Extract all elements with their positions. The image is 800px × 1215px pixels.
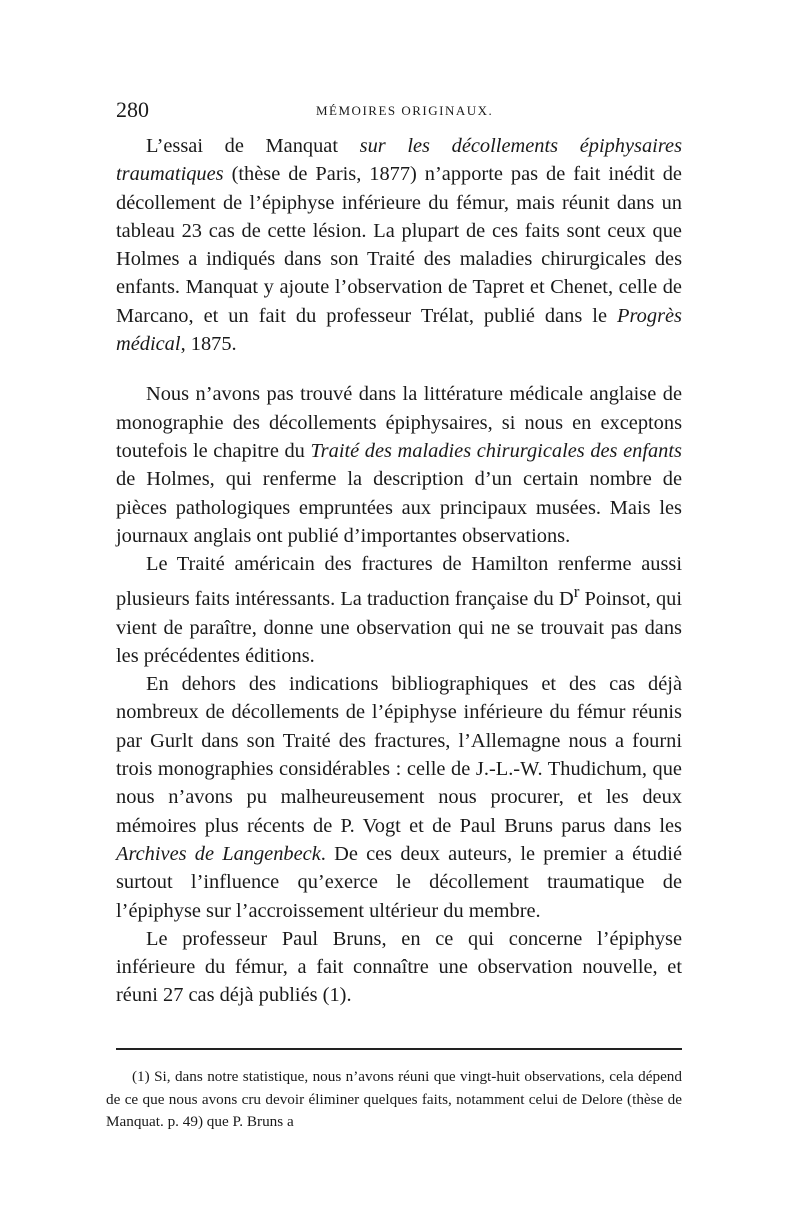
paragraph-text: (thèse de Paris, 1877) n’apporte pas de fait inédit de décollement de l’épiphyse inférieure du fémur, mais réunit dans un tableau 23 cas de cette lésion. La plupart de ces faits sont ceux que Holmes a indiqués dans son Traité des maladies chirurgicales des enfants. Manquat y ajoute l’observation de Tapret et Chenet, celle de Marcano, et un fait du professeur Trélat, publié dans le	[116, 163, 682, 327]
paragraph-text: Le Traité américain des fractures de Hamilton renferme aussi plusieurs faits intéressants. La traduction française du D	[116, 553, 682, 611]
paragraph-5	[116, 925, 682, 1010]
body-text	[116, 132, 682, 1010]
paragraph-4	[116, 670, 682, 925]
paragraph-text: Le professeur Paul Bruns, en ce qui concerne l’épiphyse inférieure du fémur, a fait connaître une observation nouvelle, et réuni 27 cas déjà publiés (1).	[116, 927, 682, 1007]
italic-title: Progrès médical	[116, 304, 682, 356]
paragraph-text: Poinsot, qui vient de paraître, donne une observation qui ne se trouvait pas dans les précédentes éditions.	[116, 588, 683, 667]
paragraph-text: de Holmes, qui renferme la description d’un certain nombre de pièces pathologiques empruntées aux principaux musées. Mais les journaux anglais ont publié d’importantes observations.	[116, 468, 682, 547]
superscript: r	[573, 582, 580, 602]
footnote-separator	[116, 1048, 682, 1050]
paragraph-text: . De ces deux auteurs, le premier a étudié surtout l’influence qu’exerce le décollement traumatique de l’épiphyse sur l’accroissement ultérieur du membre.	[116, 842, 683, 922]
footnote: (1) Si, dans notre statistique, nous n’avons réuni que vingt-huit observations, cela dépend de ce que nous avons cru devoir éliminer quelques faits, notamment celui de Delore (thèse de Manquat. p. 49) que P. Bruns a	[106, 1068, 682, 1130]
paragraph-text: Nous n’avons pas trouvé dans la littérature médicale anglaise de monographie des décollements épiphysaires, si nous en exceptons toutefois le chapitre du	[116, 383, 682, 462]
page-header	[116, 97, 682, 127]
italic-title: Archives de Langenbeck	[116, 842, 321, 865]
running-head: MÉMOIRES ORIGINAUX.	[316, 103, 494, 118]
paragraph-text: L’essai de Manquat	[146, 135, 360, 157]
paragraph-text: En dehors des indications bibliographiques et des cas déjà nombreux de décollements de l’épiphyse inférieure du fémur réunis par Gurlt dans son Traité des fractures, l’Allemagne nous a fourni trois monographies considérables : celle de J.-L.-W. Thudichum, que nous n’avons pu malheureusement nous procurer, et les deux mémoires plus récents de P. Vogt et de Paul Bruns parus dans les	[116, 673, 682, 837]
page-number: 280	[116, 97, 149, 122]
italic-title: sur les décollements épiphysaires traumatiques	[116, 135, 683, 186]
paragraph-1	[116, 132, 682, 358]
paragraph-text: , 1875.	[180, 333, 237, 356]
italic-title: Traité des maladies chirurgicales des enfants	[310, 439, 682, 462]
paragraph-2	[116, 380, 682, 550]
paragraph-3	[116, 550, 682, 670]
